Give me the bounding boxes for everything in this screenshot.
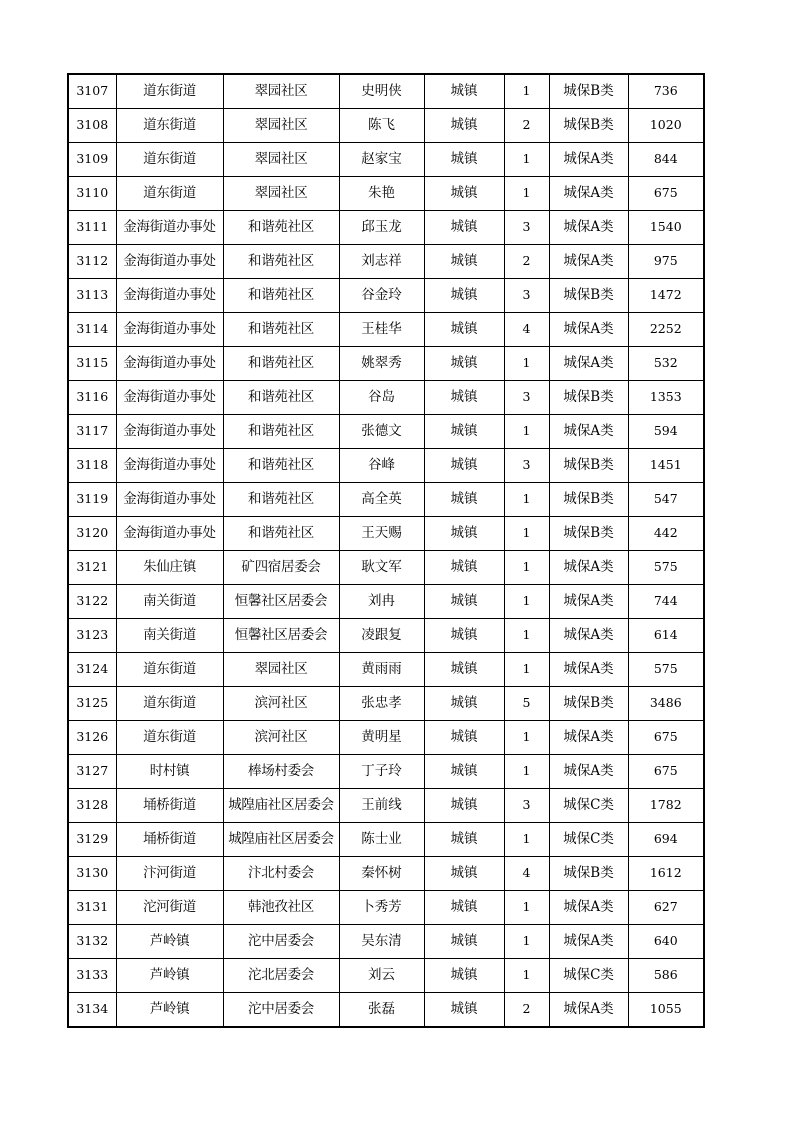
street-cell: 南关街道: [116, 619, 223, 653]
amount-cell: 1055: [628, 993, 704, 1028]
amount-cell: 1540: [628, 211, 704, 245]
amount-cell: 1612: [628, 857, 704, 891]
area-type-cell: 城镇: [424, 245, 504, 279]
amount-cell: 586: [628, 959, 704, 993]
category-cell: 城保A类: [549, 347, 628, 381]
serial-number-cell: 3134: [68, 993, 116, 1028]
community-cell: 翠园社区: [223, 653, 339, 687]
household-size-cell: 3: [504, 279, 549, 313]
street-cell: 道东街道: [116, 74, 223, 109]
amount-cell: 975: [628, 245, 704, 279]
name-cell: 王前线: [339, 789, 424, 823]
area-type-cell: 城镇: [424, 143, 504, 177]
table-row: [68, 74, 704, 109]
household-size-cell: 1: [504, 823, 549, 857]
area-type-cell: 城镇: [424, 721, 504, 755]
community-cell: 矿四宿居委会: [223, 551, 339, 585]
amount-cell: 640: [628, 925, 704, 959]
amount-cell: 844: [628, 143, 704, 177]
table-row: [68, 245, 704, 279]
table-row: [68, 449, 704, 483]
name-cell: 王天赐: [339, 517, 424, 551]
category-cell: 城保A类: [549, 993, 628, 1028]
table-row: [68, 891, 704, 925]
category-cell: 城保A类: [549, 925, 628, 959]
community-cell: 翠园社区: [223, 109, 339, 143]
community-cell: 翠园社区: [223, 143, 339, 177]
category-cell: 城保B类: [549, 857, 628, 891]
serial-number-cell: 3127: [68, 755, 116, 789]
area-type-cell: 城镇: [424, 381, 504, 415]
amount-cell: 3486: [628, 687, 704, 721]
household-size-cell: 1: [504, 585, 549, 619]
table-row: [68, 721, 704, 755]
name-cell: 邱玉龙: [339, 211, 424, 245]
name-cell: 丁子玲: [339, 755, 424, 789]
serial-number-cell: 3125: [68, 687, 116, 721]
street-cell: 道东街道: [116, 653, 223, 687]
table-row: [68, 483, 704, 517]
street-cell: 金海街道办事处: [116, 415, 223, 449]
serial-number-cell: 3114: [68, 313, 116, 347]
name-cell: 吴东清: [339, 925, 424, 959]
area-type-cell: 城镇: [424, 619, 504, 653]
serial-number-cell: 3129: [68, 823, 116, 857]
area-type-cell: 城镇: [424, 585, 504, 619]
street-cell: 道东街道: [116, 687, 223, 721]
amount-cell: 614: [628, 619, 704, 653]
serial-number-cell: 3116: [68, 381, 116, 415]
community-cell: 沱中居委会: [223, 925, 339, 959]
household-size-cell: 3: [504, 381, 549, 415]
household-size-cell: 2: [504, 245, 549, 279]
street-cell: 埇桥街道: [116, 823, 223, 857]
street-cell: 芦岭镇: [116, 993, 223, 1028]
serial-number-cell: 3115: [68, 347, 116, 381]
household-size-cell: 4: [504, 313, 549, 347]
amount-cell: 575: [628, 653, 704, 687]
category-cell: 城保B类: [549, 449, 628, 483]
name-cell: 谷峰: [339, 449, 424, 483]
category-cell: 城保A类: [549, 721, 628, 755]
street-cell: 道东街道: [116, 177, 223, 211]
amount-cell: 694: [628, 823, 704, 857]
street-cell: 金海街道办事处: [116, 211, 223, 245]
table-row: [68, 109, 704, 143]
serial-number-cell: 3118: [68, 449, 116, 483]
amount-cell: 675: [628, 177, 704, 211]
amount-cell: 1353: [628, 381, 704, 415]
serial-number-cell: 3128: [68, 789, 116, 823]
serial-number-cell: 3132: [68, 925, 116, 959]
amount-cell: 2252: [628, 313, 704, 347]
community-cell: 和谐苑社区: [223, 245, 339, 279]
community-cell: 滨河社区: [223, 687, 339, 721]
household-size-cell: 1: [504, 517, 549, 551]
name-cell: 卜秀芳: [339, 891, 424, 925]
street-cell: 道东街道: [116, 143, 223, 177]
category-cell: 城保A类: [549, 313, 628, 347]
street-cell: 道东街道: [116, 721, 223, 755]
serial-number-cell: 3126: [68, 721, 116, 755]
name-cell: 黄明星: [339, 721, 424, 755]
amount-cell: 1451: [628, 449, 704, 483]
serial-number-cell: 3117: [68, 415, 116, 449]
street-cell: 南关街道: [116, 585, 223, 619]
name-cell: 刘志祥: [339, 245, 424, 279]
serial-number-cell: 3121: [68, 551, 116, 585]
name-cell: 赵家宝: [339, 143, 424, 177]
name-cell: 陈飞: [339, 109, 424, 143]
category-cell: 城保A类: [549, 245, 628, 279]
table-row: [68, 517, 704, 551]
household-size-cell: 1: [504, 177, 549, 211]
serial-number-cell: 3112: [68, 245, 116, 279]
serial-number-cell: 3111: [68, 211, 116, 245]
street-cell: 金海街道办事处: [116, 449, 223, 483]
amount-cell: 675: [628, 755, 704, 789]
area-type-cell: 城镇: [424, 925, 504, 959]
category-cell: 城保A类: [549, 143, 628, 177]
street-cell: 埇桥街道: [116, 789, 223, 823]
household-size-cell: 1: [504, 74, 549, 109]
street-cell: 金海街道办事处: [116, 517, 223, 551]
serial-number-cell: 3133: [68, 959, 116, 993]
area-type-cell: 城镇: [424, 415, 504, 449]
serial-number-cell: 3107: [68, 74, 116, 109]
community-cell: 和谐苑社区: [223, 415, 339, 449]
table-row: [68, 789, 704, 823]
amount-cell: 532: [628, 347, 704, 381]
street-cell: 汴河街道: [116, 857, 223, 891]
household-size-cell: 3: [504, 449, 549, 483]
table-row: [68, 143, 704, 177]
area-type-cell: 城镇: [424, 279, 504, 313]
serial-number-cell: 3119: [68, 483, 116, 517]
amount-cell: 1782: [628, 789, 704, 823]
area-type-cell: 城镇: [424, 993, 504, 1028]
name-cell: 凌跟复: [339, 619, 424, 653]
household-size-cell: 1: [504, 415, 549, 449]
table-row: [68, 415, 704, 449]
name-cell: 刘冉: [339, 585, 424, 619]
household-size-cell: 1: [504, 347, 549, 381]
category-cell: 城保B类: [549, 687, 628, 721]
category-cell: 城保B类: [549, 381, 628, 415]
street-cell: 金海街道办事处: [116, 279, 223, 313]
amount-cell: 736: [628, 74, 704, 109]
category-cell: 城保B类: [549, 517, 628, 551]
community-cell: 和谐苑社区: [223, 211, 339, 245]
amount-cell: 594: [628, 415, 704, 449]
amount-cell: 675: [628, 721, 704, 755]
household-size-cell: 1: [504, 891, 549, 925]
category-cell: 城保A类: [549, 585, 628, 619]
serial-number-cell: 3108: [68, 109, 116, 143]
table-row: [68, 313, 704, 347]
category-cell: 城保B类: [549, 279, 628, 313]
area-type-cell: 城镇: [424, 347, 504, 381]
community-cell: 恒馨社区居委会: [223, 619, 339, 653]
name-cell: 史明侠: [339, 74, 424, 109]
name-cell: 秦怀树: [339, 857, 424, 891]
community-cell: 城隍庙社区居委会: [223, 823, 339, 857]
name-cell: 耿文军: [339, 551, 424, 585]
area-type-cell: 城镇: [424, 755, 504, 789]
street-cell: 芦岭镇: [116, 925, 223, 959]
table-row: [68, 279, 704, 313]
amount-cell: 1472: [628, 279, 704, 313]
community-cell: 和谐苑社区: [223, 313, 339, 347]
community-cell: 沱中居委会: [223, 993, 339, 1028]
area-type-cell: 城镇: [424, 789, 504, 823]
street-cell: 金海街道办事处: [116, 381, 223, 415]
street-cell: 金海街道办事处: [116, 313, 223, 347]
community-cell: 汴北村委会: [223, 857, 339, 891]
area-type-cell: 城镇: [424, 653, 504, 687]
name-cell: 谷岛: [339, 381, 424, 415]
table-row: [68, 381, 704, 415]
community-cell: 和谐苑社区: [223, 483, 339, 517]
serial-number-cell: 3124: [68, 653, 116, 687]
community-cell: 棒场村委会: [223, 755, 339, 789]
amount-cell: 575: [628, 551, 704, 585]
amount-cell: 547: [628, 483, 704, 517]
community-cell: 和谐苑社区: [223, 347, 339, 381]
community-cell: 和谐苑社区: [223, 517, 339, 551]
community-cell: 翠园社区: [223, 74, 339, 109]
serial-number-cell: 3131: [68, 891, 116, 925]
household-size-cell: 2: [504, 109, 549, 143]
serial-number-cell: 3130: [68, 857, 116, 891]
household-size-cell: 3: [504, 789, 549, 823]
community-cell: 和谐苑社区: [223, 381, 339, 415]
name-cell: 张德文: [339, 415, 424, 449]
category-cell: 城保A类: [549, 211, 628, 245]
name-cell: 姚翠秀: [339, 347, 424, 381]
table-row: [68, 687, 704, 721]
table-body: [68, 74, 704, 1027]
area-type-cell: 城镇: [424, 109, 504, 143]
category-cell: 城保B类: [549, 74, 628, 109]
household-size-cell: 1: [504, 483, 549, 517]
street-cell: 道东街道: [116, 109, 223, 143]
table-row: [68, 925, 704, 959]
category-cell: 城保A类: [549, 551, 628, 585]
area-type-cell: 城镇: [424, 551, 504, 585]
name-cell: 张忠孝: [339, 687, 424, 721]
table-row: [68, 857, 704, 891]
category-cell: 城保B类: [549, 109, 628, 143]
serial-number-cell: 3113: [68, 279, 116, 313]
household-size-cell: 1: [504, 619, 549, 653]
area-type-cell: 城镇: [424, 857, 504, 891]
household-size-cell: 1: [504, 143, 549, 177]
household-size-cell: 1: [504, 653, 549, 687]
area-type-cell: 城镇: [424, 313, 504, 347]
serial-number-cell: 3122: [68, 585, 116, 619]
street-cell: 时村镇: [116, 755, 223, 789]
area-type-cell: 城镇: [424, 449, 504, 483]
name-cell: 黄雨雨: [339, 653, 424, 687]
street-cell: 金海街道办事处: [116, 347, 223, 381]
community-cell: 滨河社区: [223, 721, 339, 755]
area-type-cell: 城镇: [424, 517, 504, 551]
household-size-cell: 1: [504, 925, 549, 959]
name-cell: 谷金玲: [339, 279, 424, 313]
name-cell: 刘云: [339, 959, 424, 993]
serial-number-cell: 3123: [68, 619, 116, 653]
category-cell: 城保A类: [549, 653, 628, 687]
community-cell: 城隍庙社区居委会: [223, 789, 339, 823]
area-type-cell: 城镇: [424, 74, 504, 109]
area-type-cell: 城镇: [424, 891, 504, 925]
street-cell: 芦岭镇: [116, 959, 223, 993]
household-size-cell: 1: [504, 721, 549, 755]
amount-cell: 1020: [628, 109, 704, 143]
community-cell: 和谐苑社区: [223, 279, 339, 313]
street-cell: 朱仙庄镇: [116, 551, 223, 585]
household-size-cell: 2: [504, 993, 549, 1028]
table-row: [68, 585, 704, 619]
table-row: [68, 551, 704, 585]
street-cell: 金海街道办事处: [116, 483, 223, 517]
household-size-cell: 1: [504, 551, 549, 585]
area-type-cell: 城镇: [424, 211, 504, 245]
area-type-cell: 城镇: [424, 177, 504, 211]
category-cell: 城保A类: [549, 755, 628, 789]
category-cell: 城保A类: [549, 891, 628, 925]
name-cell: 陈士业: [339, 823, 424, 857]
serial-number-cell: 3120: [68, 517, 116, 551]
community-cell: 韩池孜社区: [223, 891, 339, 925]
table-row: [68, 619, 704, 653]
household-size-cell: 3: [504, 211, 549, 245]
table-row: [68, 823, 704, 857]
name-cell: 朱艳: [339, 177, 424, 211]
area-type-cell: 城镇: [424, 687, 504, 721]
area-type-cell: 城镇: [424, 959, 504, 993]
community-cell: 恒馨社区居委会: [223, 585, 339, 619]
table-row: [68, 755, 704, 789]
category-cell: 城保A类: [549, 177, 628, 211]
community-cell: 翠园社区: [223, 177, 339, 211]
category-cell: 城保A类: [549, 619, 628, 653]
household-size-cell: 4: [504, 857, 549, 891]
household-size-cell: 1: [504, 755, 549, 789]
street-cell: 沱河街道: [116, 891, 223, 925]
street-cell: 金海街道办事处: [116, 245, 223, 279]
serial-number-cell: 3109: [68, 143, 116, 177]
household-size-cell: 1: [504, 959, 549, 993]
area-type-cell: 城镇: [424, 483, 504, 517]
amount-cell: 744: [628, 585, 704, 619]
table-row: [68, 993, 704, 1028]
category-cell: 城保C类: [549, 823, 628, 857]
table-row: [68, 211, 704, 245]
serial-number-cell: 3110: [68, 177, 116, 211]
table-row: [68, 347, 704, 381]
community-cell: 和谐苑社区: [223, 449, 339, 483]
category-cell: 城保C类: [549, 789, 628, 823]
category-cell: 城保C类: [549, 959, 628, 993]
subsidy-table: [67, 73, 705, 1028]
area-type-cell: 城镇: [424, 823, 504, 857]
table-row: [68, 959, 704, 993]
amount-cell: 442: [628, 517, 704, 551]
table-row: [68, 653, 704, 687]
table-row: [68, 177, 704, 211]
household-size-cell: 5: [504, 687, 549, 721]
community-cell: 沱北居委会: [223, 959, 339, 993]
category-cell: 城保B类: [549, 483, 628, 517]
name-cell: 王桂华: [339, 313, 424, 347]
name-cell: 张磊: [339, 993, 424, 1028]
name-cell: 高全英: [339, 483, 424, 517]
category-cell: 城保A类: [549, 415, 628, 449]
amount-cell: 627: [628, 891, 704, 925]
